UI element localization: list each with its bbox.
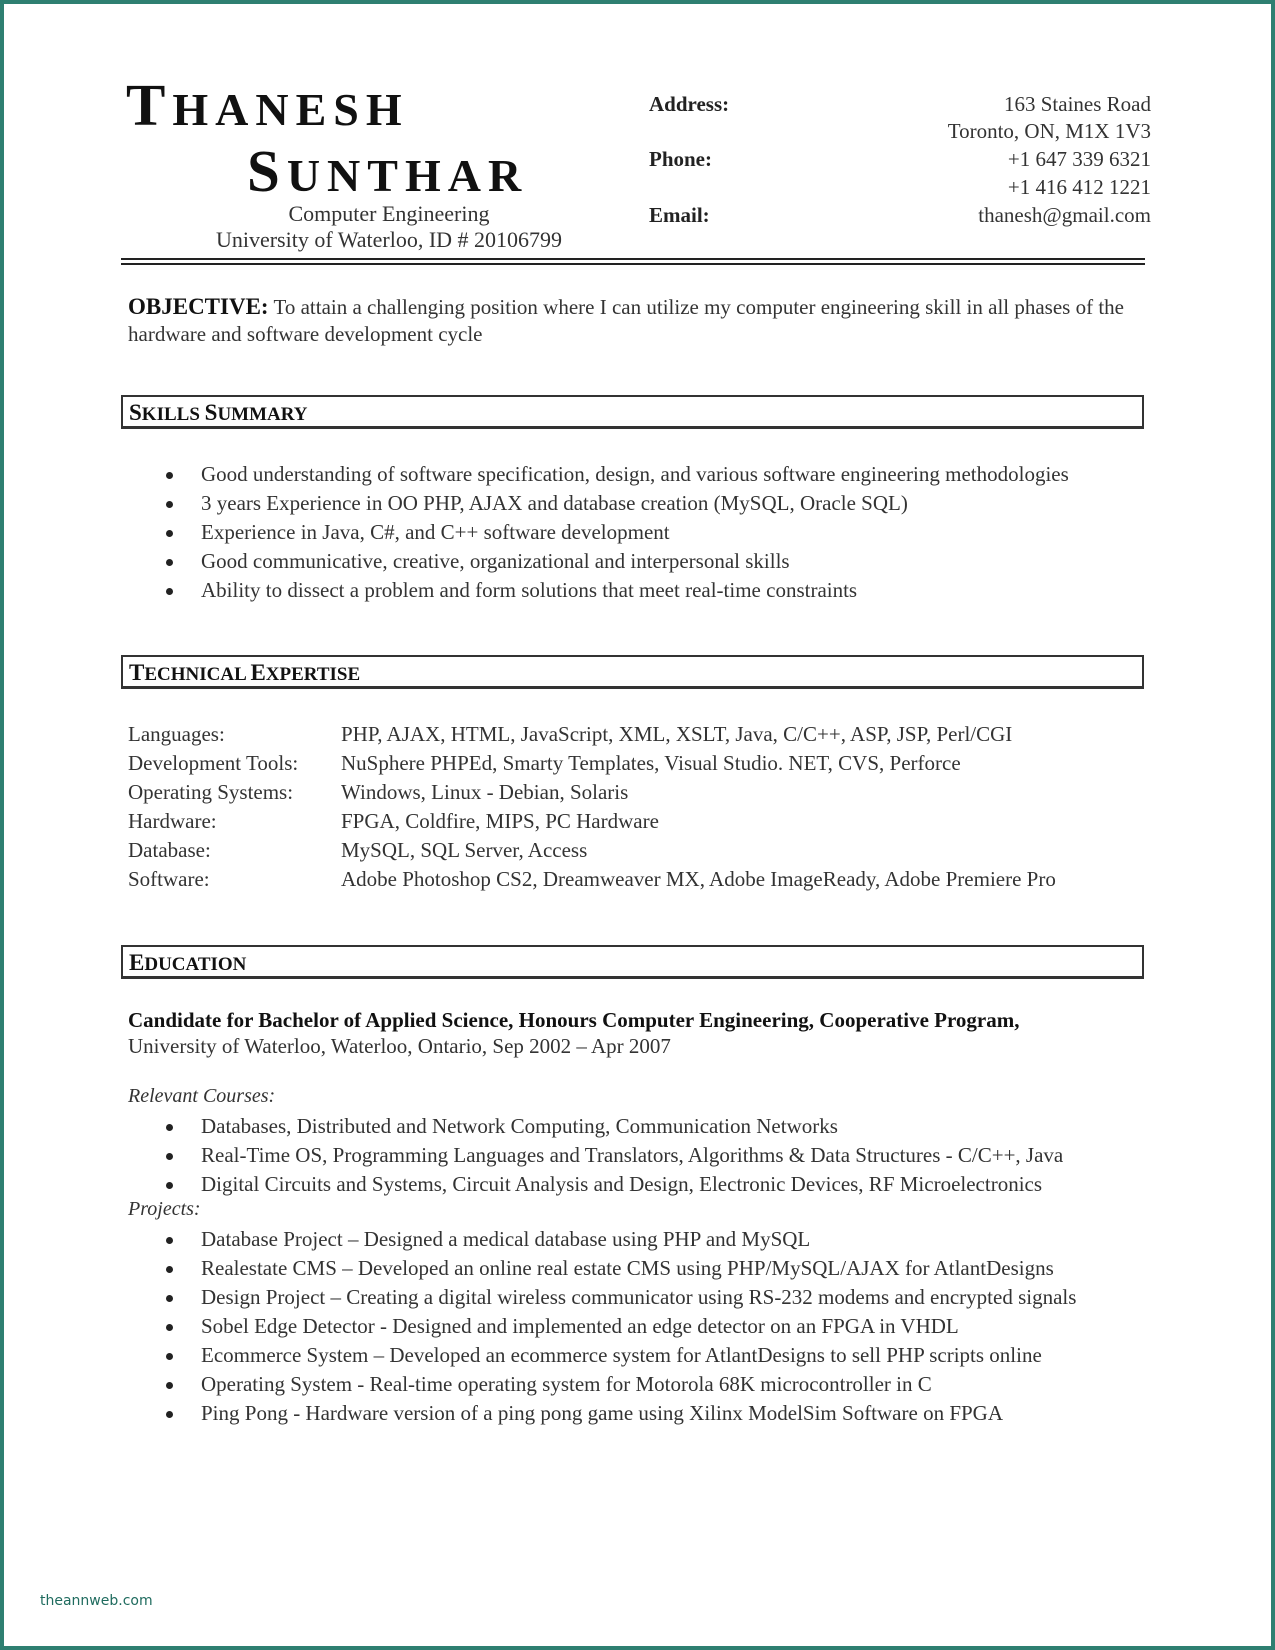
email-address: thanesh@gmail.com	[978, 203, 1151, 227]
watermark: theannweb.com	[40, 1593, 153, 1609]
degree-program: Computer Engineering	[288, 201, 490, 226]
bullet-icon	[166, 1237, 173, 1244]
address-line-2: Toronto, ON, M1X 1V3	[947, 119, 1151, 143]
bullet-icon	[166, 559, 173, 566]
bullet-icon	[166, 1353, 173, 1360]
university-id: University of Waterloo, ID # 20106799	[215, 227, 563, 252]
projects-label: Projects:	[128, 1198, 201, 1220]
technical-expertise-heading: TECHNICAL EXPERTISE	[121, 655, 1144, 689]
email-label: Email:	[649, 203, 710, 227]
phone-1: +1 647 339 6321	[1007, 147, 1151, 171]
bullet-icon	[166, 472, 173, 479]
bullet-icon	[166, 1182, 173, 1189]
degree-title: Candidate for Bachelor of Applied Science, Honours Computer Engineering, Cooperative Program,	[128, 1008, 1020, 1032]
bullet-icon	[166, 588, 173, 595]
relevant-courses-label: Relevant Courses:	[128, 1085, 276, 1107]
header-divider-top	[121, 258, 1145, 260]
bullet-icon	[166, 1411, 173, 1418]
objective-label: OBJECTIVE:	[128, 294, 269, 319]
address-label: Address:	[649, 92, 730, 116]
education-place-dates: University of Waterloo, Waterloo, Ontario, Sep 2002 – Apr 2007	[128, 1034, 671, 1058]
first-name: THANESH	[126, 72, 409, 138]
phone-2: +1 416 412 1221	[1007, 175, 1151, 199]
bullet-icon	[166, 501, 173, 508]
bullet-icon	[166, 530, 173, 537]
bullet-icon	[166, 1153, 173, 1160]
bullet-icon	[166, 1266, 173, 1273]
bullet-icon	[166, 1324, 173, 1331]
last-name: SUNTHAR	[247, 138, 529, 204]
bullet-icon	[166, 1295, 173, 1302]
bullet-icon	[166, 1382, 173, 1389]
resume-page: THANESH SUNTHAR Computer Engineering University of Waterloo, ID # 20106799 Address: 163 Staines Road Toronto, ON, M1X 1V3 Phone: +1 647 339 6321 +1 416 412 1221 Email: thanesh@gmail.com OBJECTIVE: To attain a challenging position where I can utilize my computer engineering skill in all phases of the hardware and software development cycle SKILLS SUMMARY Good understanding of software specification, design, and various software engineering methodologies 3 years Experience in OO PHP, AJAX and database creation (MySQL, Oracle SQL) Experience in Java, C#, and C++ software development Good communicative, creative, organizational and interpersonal skills Ability to dissect a problem and form solutions that meet real-time constraints TECHNICAL EXPERTISE Languages: PHP, AJAX, HTML, JavaScript, XML, XSLT, Java, C/C++, ASP, JSP, Perl/CGI Development Tools: NuSphere PHPEd, Smarty Templates, Visual Studio. NET, CVS, Perforce Operating Systems: Windows, Linux - Debian, Solaris Hardware: FPGA, Coldfire, MIPS, PC Hardware Database: MySQL, SQL Server, Access Software: Adobe Photoshop CS2, Dreamweaver MX, Adobe ImageReady, Adobe Premiere Pro EDUCATION Candidate for Bachelor of Applied Science, Honours Computer Engineering, Cooperative Program, University of Waterloo, Waterloo, Ontario, Sep 2002 – Apr 2007 Relevant Courses: Databases, Distributed and Network Computing, Communication Networks Real-Time OS, Programming Languages and Translators, Algorithms & Data Structures - C/C++, Java Digital Circuits and Systems, Circuit Analysis and Design, Electronic Devices, RF Microelectronics Projects: Database Project – Designed a medical database using PHP and MySQL Realestate CMS – Developed an online real estate CMS using PHP/MySQL/AJAX for AtlantDesigns Design Project – Creating a digital wireless communicator using RS-232 modems and encrypted signals Sobel Edge Detector - Designed and implemented an edge detector on an FPGA in VHDL Ecommerce System – Developed an ecommerce system for AtlantDesigns to sell PHP scripts online Operating System - Real-time operating system for Motorola 68K microcontroller in C Ping Pong - Hardware version of a ping pong game using Xilinx ModelSim Software on FPGA theannweb.com	[4, 4, 1271, 1646]
objective-text: To attain a challenging position where I can utilize my computer engineering skill in all phases of the hardware and software development cycle	[128, 295, 1124, 346]
address-line-1: 163 Staines Road	[1004, 92, 1151, 116]
objective	[128, 293, 1158, 348]
bullet-icon	[166, 1124, 173, 1131]
header-divider-bottom	[121, 263, 1145, 265]
education-heading: EDUCATION	[121, 945, 1144, 979]
phone-label: Phone:	[649, 147, 712, 171]
skills-summary-heading: SKILLS SUMMARY	[121, 395, 1144, 429]
